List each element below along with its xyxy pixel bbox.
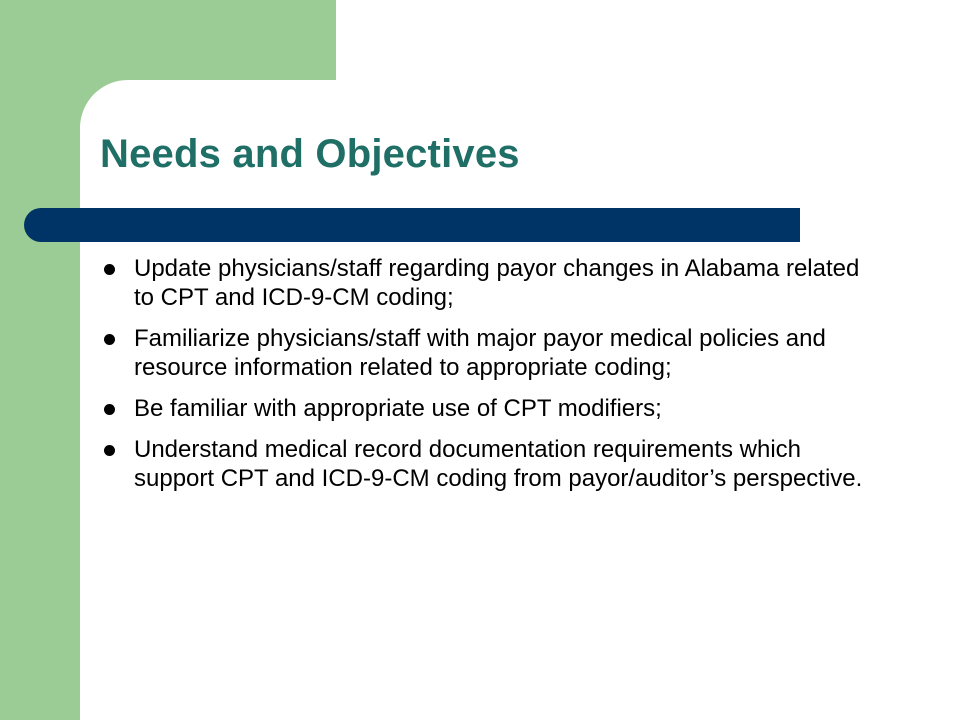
bullet-item <box>104 394 884 423</box>
bullet-text: Familiarize physicians/staff with major payor medical policies and resource information related to appropriate coding; <box>134 325 826 381</box>
bullet-item <box>104 254 884 312</box>
bullet-list <box>104 254 884 505</box>
bullet-item <box>104 435 884 493</box>
bullet-dot-icon <box>104 445 115 456</box>
title-underline-bar <box>24 208 800 242</box>
slide-title: Needs and Objectives <box>100 132 520 176</box>
bullet-text: Be familiar with appropriate use of CPT modifiers; <box>134 395 662 422</box>
bullet-dot-icon <box>104 264 115 275</box>
bullet-dot-icon <box>104 334 115 345</box>
bullet-text: Update physicians/staff regarding payor changes in Alabama related to CPT and ICD-9-CM coding; <box>134 255 860 311</box>
bullet-item <box>104 324 884 382</box>
bullet-dot-icon <box>104 404 115 415</box>
bullet-text: Understand medical record documentation requirements which support CPT and ICD-9-CM coding from payor/auditor’s perspective. <box>134 436 863 492</box>
